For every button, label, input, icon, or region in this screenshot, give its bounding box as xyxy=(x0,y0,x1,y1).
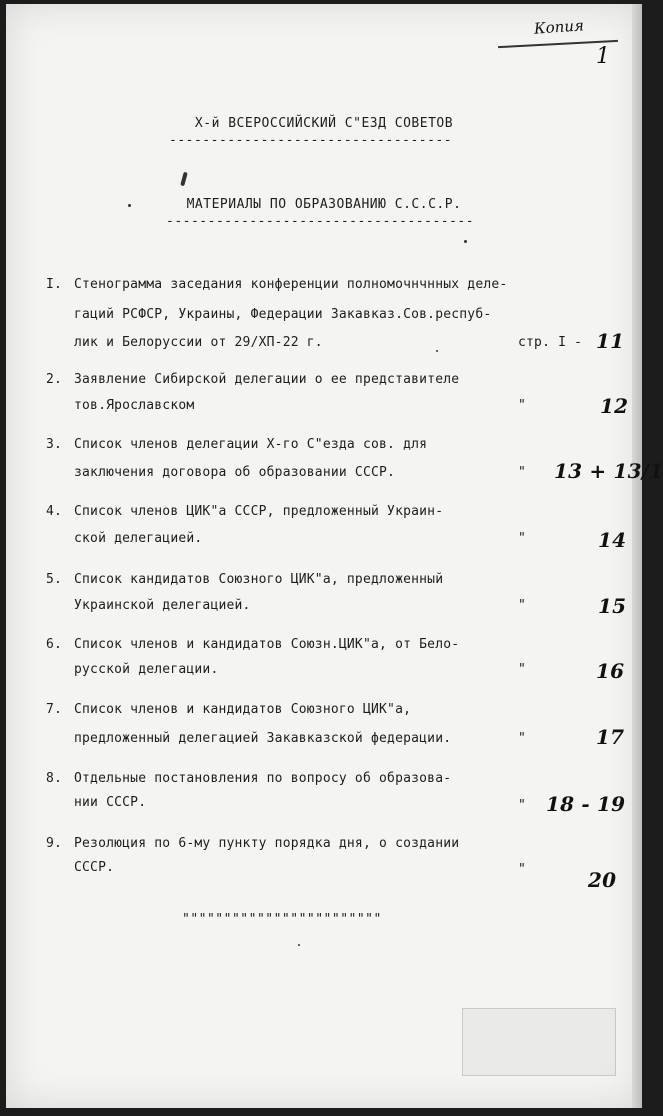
ink-speck xyxy=(436,350,438,352)
item-line: предложенный делегацией Закавказской федерации. xyxy=(74,731,452,746)
item-line: Список членов и кандидатов Союзн.ЦИК"а, от Бело- xyxy=(74,637,460,652)
item-page-ref: " xyxy=(518,398,527,413)
closing-rule: """""""""""""""""""""""" xyxy=(182,912,382,927)
item-page-number: 15 xyxy=(598,594,627,618)
item-line: русской делегации. xyxy=(74,662,219,677)
sheet-number: 1 xyxy=(596,44,610,69)
item-line: Список членов и кандидатов Союзного ЦИК"а, xyxy=(74,702,412,717)
item-line: Список членов ЦИК"а СССР, предложенный Украин- xyxy=(74,504,444,519)
document-page xyxy=(6,4,663,1108)
item-line: тов.Ярославском xyxy=(74,398,195,413)
item-line: Заявление Сибирской делегации о ее представителе xyxy=(74,372,460,387)
item-page-number: 12 xyxy=(600,394,629,418)
ink-speck xyxy=(180,172,187,187)
subtitle-underline: ------------------------------------- xyxy=(166,214,475,229)
item-page-ref: " xyxy=(518,862,527,877)
item-line: Список членов делегации Х-го С"езда сов. для xyxy=(74,437,428,452)
item-number: 2. xyxy=(46,372,63,387)
item-number: 6. xyxy=(46,637,63,652)
item-page-number: 18 - 19 xyxy=(546,792,626,816)
item-number: 7. xyxy=(46,702,63,717)
item-page-ref: " xyxy=(518,598,527,613)
item-line: лик и Белоруссии от 29/ХП-22 г. xyxy=(74,335,323,350)
title-underline: ---------------------------------- xyxy=(169,133,453,148)
item-line: заключения договора об образовании СССР. xyxy=(74,465,396,480)
handwritten-corner-note: Копия xyxy=(533,16,585,38)
document-subtitle: МАТЕРИАЛЫ ПО ОБРАЗОВАНИЮ С.С.С.Р. xyxy=(186,197,462,212)
item-page-number: 17 xyxy=(596,725,625,749)
item-number: 3. xyxy=(46,437,63,452)
item-page-ref: " xyxy=(518,531,527,546)
item-page-ref: " xyxy=(518,798,527,813)
item-page-number: 16 xyxy=(596,659,625,683)
document-title: Х-й ВСЕРОССИЙСКИЙ С"ЕЗД СОВЕТОВ xyxy=(194,116,454,131)
item-page-ref: " xyxy=(518,662,527,677)
item-line: СССР. xyxy=(74,860,115,875)
item-line: Стенограмма заседания конференции полномочнчнных деле- xyxy=(74,277,508,292)
faded-archive-stamp xyxy=(462,1008,616,1076)
item-page-ref: " xyxy=(518,731,527,746)
ink-speck xyxy=(298,944,300,946)
item-number: I. xyxy=(46,277,63,292)
page-fold-edge xyxy=(632,4,642,1108)
item-line: ской делегацией. xyxy=(74,531,203,546)
item-number: 8. xyxy=(46,771,63,786)
item-line: Украинской делегацией. xyxy=(74,598,251,613)
item-line: Список кандидатов Союзного ЦИК"а, предложенный xyxy=(74,572,444,587)
item-number: 4. xyxy=(46,504,63,519)
ink-speck xyxy=(464,240,467,243)
item-line: нии СССР. xyxy=(74,795,147,810)
item-page-number: 20 xyxy=(588,868,617,892)
item-line: гаций РСФСР, Украины, Федерации Закавказ.Сов.респуб- xyxy=(74,307,492,322)
item-page-number: 13 + 13/1 xyxy=(554,459,663,483)
item-page-ref: " xyxy=(518,465,527,480)
item-page-ref: стр. I - xyxy=(518,335,583,350)
item-number: 5. xyxy=(46,572,63,587)
item-number: 9. xyxy=(46,836,63,851)
ink-speck xyxy=(128,204,131,207)
item-line: Отдельные постановления по вопросу об образова- xyxy=(74,771,452,786)
item-line: Резолюция по 6-му пункту порядка дня, о создании xyxy=(74,836,460,851)
item-page-number: 14 xyxy=(598,528,627,552)
item-page-number: 11 xyxy=(596,329,625,353)
